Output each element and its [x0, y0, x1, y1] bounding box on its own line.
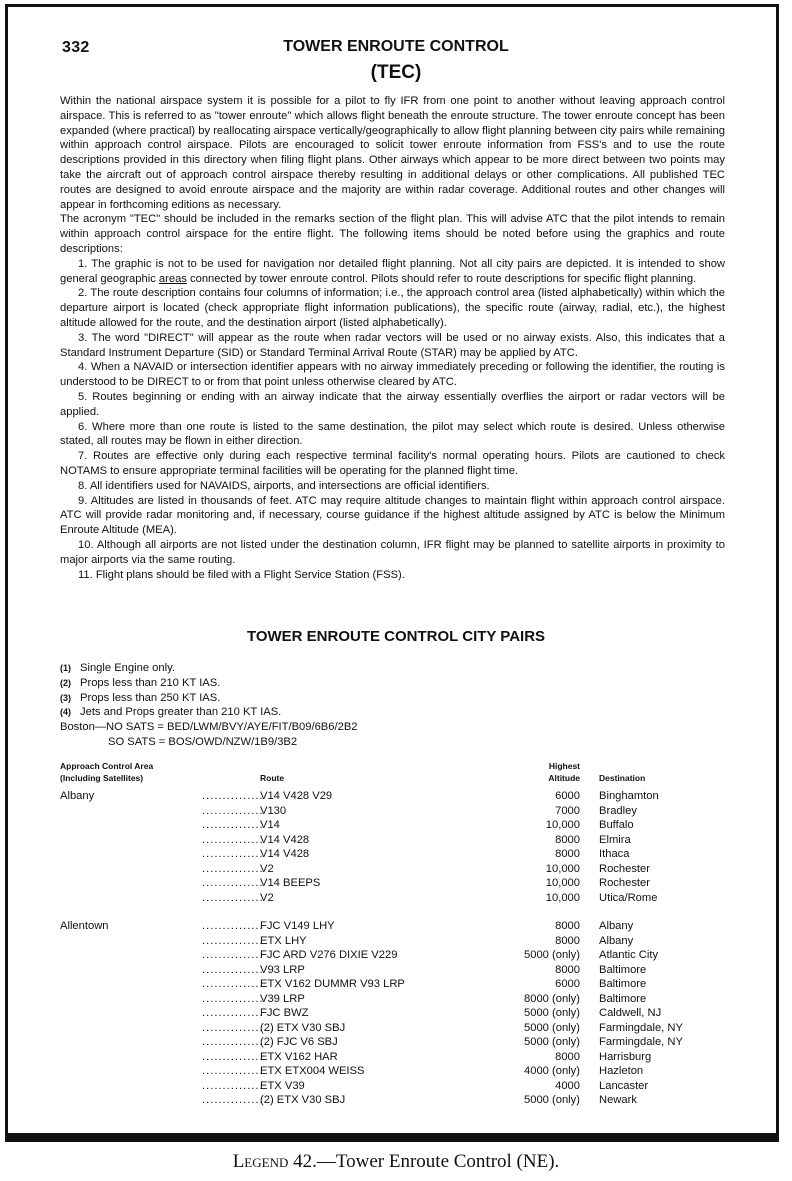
intro-text	[60, 94, 725, 582]
list-item: 8. All identifiers used for NAVAIDS, airports, and intersections are official identifiers.	[78, 479, 490, 492]
list-item: 6. Where more than one route is listed to the same destination, the pilot may select which route is desired. Unless otherwise stated, all routes may be flown in either direction.	[60, 420, 725, 448]
leader-dots: ...............	[202, 992, 264, 1005]
list-item: 3. The word "DIRECT" will appear as the route when radar vectors will be used or no airway exists. Also, this indicates that a Standard Instrument Departure (SID) or Standard Terminal Arrival Route (STAR) may be applied by ATC.	[60, 331, 725, 359]
leader-dots: ...............	[202, 804, 264, 817]
altitude-cell: 6000	[555, 790, 580, 802]
altitude-cell: 4000 (only)	[524, 1065, 580, 1077]
table-row	[60, 876, 680, 891]
altitude-cell: 8000	[555, 920, 580, 932]
table-row	[60, 862, 680, 877]
leader-dots: ...............	[202, 949, 264, 961]
leader-dots: ...............	[202, 833, 264, 846]
leader-dots: ...............	[202, 920, 264, 932]
altitude-cell: 6000	[555, 978, 580, 990]
list-item: 2. The route description contains four columns of information; i.e., the approach control area (listed alphabetically) within which the departure airport is located (check appropriate flight information publications), the specific route (airway, radial, etc.), the highest altitude allowed for the route, and the destination airport (listed alphabetically).	[60, 287, 725, 329]
header-area-line1: Approach Control Area	[60, 761, 154, 771]
altitude-cell: 8000	[555, 934, 580, 947]
leader-dots: ...............	[202, 891, 264, 904]
route-cell: ETX ETX004 WEISS	[260, 1065, 365, 1077]
intro-paragraph: Within the national airspace system it is possible for a pilot to fly IFR from one point to another without leaving approach control airspace. This is referred to as "tower enroute" which allows flight beneath the enroute structure. The tower enroute concept has been expanded (where practical) by reallocating airspace vertically/geographically to allow flight planning between city pairs while remaining within approach control airspace. Pilots are encouraged to solicit tower enroute information from FSS's and to use the route descriptions provided in this directory when filing flight plans. Other airways which appear to be more direct between two points may take the aircraft out of approach control airspace thereby resulting in additional delays or other complications. All published TEC routes are designed to avoid enroute airspace and the majority are within radar coverage. Additional routes and other changes will appear in forthcoming editions as necessary.	[60, 95, 725, 211]
altitude-cell: 5000 (only)	[524, 949, 580, 961]
header-altitude-line2: Altitude	[548, 773, 580, 783]
list-item: 1. The graphic is not to be used for navigation nor detailed flight planning. Not all city pairs are depicted. It is intended to show general geographic areas connected by tower enroute control. Pilots should refer to route descriptions for specific flight planning.	[60, 257, 725, 285]
destination-cell: Baltimore	[599, 992, 647, 1005]
city-pairs-heading: TOWER ENROUTE CONTROL CITY PAIRS	[246, 628, 546, 645]
list-item: 9. Altitudes are listed in thousands of feet. ATC may require altitude changes to maintain flight within approach control airspace. ATC will provide radar monitoring and, if necessary, course guidance if the highest altitude assigned by ATC is below the Minimum Enroute Altitude (MEA).	[60, 494, 725, 537]
route-cell: FJC V149 LHY	[260, 920, 335, 932]
table-row	[60, 891, 680, 906]
destination-cell: Binghamton	[599, 790, 659, 802]
table-row	[60, 1064, 680, 1079]
table-row	[60, 963, 680, 978]
table-row	[60, 1050, 680, 1065]
destination-cell: Rochester	[599, 877, 650, 889]
area-cell: Albany	[60, 790, 95, 802]
destination-cell: Baltimore	[599, 963, 647, 976]
leader-dots: ...............	[202, 963, 264, 976]
destination-cell: Bradley	[599, 804, 637, 817]
destination-cell: Utica/Rome	[599, 891, 658, 904]
leader-dots: ...............	[202, 819, 264, 831]
route-cell: V93 LRP	[260, 963, 305, 976]
route-cell: V14 BEEPS	[260, 877, 321, 889]
boston-sats-line: Boston—NO SATS = BED/LWM/BVY/AYE/FIT/B09/6B6/2B2	[60, 721, 358, 734]
table-row	[60, 1079, 680, 1094]
route-cell: ETX LHY	[260, 934, 307, 947]
destination-cell: Buffalo	[599, 819, 634, 831]
table-row	[60, 977, 680, 992]
route-cell: V14 V428 V29	[260, 790, 333, 802]
table-row	[60, 1093, 680, 1108]
leader-dots: ...............	[202, 848, 264, 860]
leader-dots: ...............	[202, 934, 264, 947]
leader-dots: ...............	[202, 1021, 264, 1034]
route-cell: ETX V162 DUMMR V93 LRP	[260, 978, 405, 990]
route-cell: (2) FJC V6 SBJ	[260, 1036, 338, 1048]
altitude-cell: 5000 (only)	[524, 1036, 580, 1048]
leader-dots: ...............	[202, 1050, 264, 1063]
figure-caption: Legend 42.—Tower Enroute Control (NE).	[232, 1151, 560, 1172]
route-cell: ETX V162 HAR	[260, 1050, 338, 1063]
destination-cell: Albany	[599, 920, 634, 932]
note-row: (1) Single Engine only.	[60, 662, 175, 674]
destination-cell: Elmira	[599, 833, 631, 846]
note-row: (4) Jets and Props greater than 210 KT IAS.	[60, 706, 282, 719]
altitude-cell: 10,000	[545, 862, 580, 875]
page-number: 332	[62, 39, 90, 56]
table-row	[60, 992, 680, 1007]
area-cell: Allentown	[60, 920, 109, 932]
allentown-group	[60, 919, 683, 1108]
header-destination: Destination	[599, 773, 646, 783]
altitude-cell: 10,000	[545, 891, 580, 904]
header-area-line2: (Including Satellites)	[60, 773, 144, 783]
altitude-cell: 5000 (only)	[524, 1021, 580, 1034]
boston-so-sats-line: SO SATS = BOS/OWD/NZW/1B9/3B2	[108, 735, 298, 748]
leader-dots: ...............	[202, 1065, 264, 1077]
destination-cell: Rochester	[599, 862, 650, 875]
page-title: TOWER ENROUTE CONTROL	[283, 38, 509, 55]
altitude-cell: 5000 (only)	[524, 1007, 580, 1019]
destination-cell: Farmingdale, NY	[599, 1036, 683, 1048]
notes-legend	[60, 661, 358, 750]
table-row	[60, 789, 680, 804]
route-cell: (2) ETX V30 SBJ	[260, 1094, 346, 1106]
note-row: (2) Props less than 210 KT IAS.	[60, 676, 221, 689]
route-cell: V2	[260, 862, 274, 875]
destination-cell: Baltimore	[599, 978, 647, 990]
table-row	[60, 818, 680, 833]
route-cell: V14 V428	[260, 833, 310, 846]
intro-paragraph: The acronym "TEC" should be included in the remarks section of the flight plan. This will advise ATC that the pilot intends to remain within approach control airspace for the entire flight. The following items should be noted before using the graphics and route descriptions:	[60, 213, 725, 255]
page-subtitle: (TEC)	[370, 62, 422, 83]
destination-cell: Atlantic City	[599, 949, 659, 961]
route-cell: V2	[260, 891, 274, 904]
destination-cell: Hazleton	[599, 1065, 644, 1077]
table-header	[60, 761, 680, 789]
table-row	[60, 1006, 680, 1021]
route-cell: FJC ARD V276 DIXIE V229	[260, 949, 398, 961]
altitude-cell: 8000	[555, 1050, 580, 1063]
table-row	[60, 948, 680, 963]
destination-cell: Ithaca	[599, 848, 630, 860]
table-row	[60, 847, 680, 862]
list-item: 7. Routes are effective only during each respective terminal facility's normal operating hours. Pilots are cautioned to check NOTAMS to ensure appropriate terminal facilities will be operating for the planned flight time.	[60, 450, 725, 477]
route-cell: V39 LRP	[260, 992, 305, 1005]
leader-dots: ...............	[202, 790, 264, 802]
route-cell: V130	[260, 804, 287, 817]
leader-dots: ...............	[202, 877, 264, 889]
leader-dots: ...............	[202, 978, 264, 990]
altitude-cell: 10,000	[545, 877, 580, 889]
destination-cell: Lancaster	[599, 1079, 649, 1092]
altitude-cell: 5000 (only)	[524, 1094, 580, 1106]
route-cell: FJC BWZ	[260, 1007, 309, 1019]
table-row	[60, 1021, 683, 1036]
list-item: 11. Flight plans should be filed with a Flight Service Station (FSS).	[78, 568, 405, 581]
table-row	[60, 919, 680, 934]
leader-dots: ...............	[202, 1079, 264, 1092]
leader-dots: ...............	[202, 1007, 264, 1019]
route-cell: V14	[260, 819, 280, 831]
list-item: 4. When a NAVAID or intersection identifier appears with no airway immediately preceding or following the identifier, the routing is understood to be DIRECT to or from that point unless otherwise cleared by ATC.	[60, 361, 725, 389]
leader-dots: ...............	[202, 1094, 264, 1106]
header-altitude-line1: Highest	[548, 761, 580, 771]
list-item: 5. Routes beginning or ending with an airway indicate that the airway essentially overflies the airport or radar vectors will be applied.	[60, 390, 725, 418]
destination-cell: Harrisburg	[599, 1050, 652, 1063]
altitude-cell: 8000 (only)	[524, 992, 580, 1005]
albany-group	[60, 789, 680, 905]
leader-dots: ...............	[202, 862, 264, 875]
table-row	[60, 804, 680, 819]
table-row	[60, 833, 680, 848]
route-cell: V14 V428	[260, 848, 310, 860]
header-route: Route	[260, 773, 285, 783]
route-cell: (2) ETX V30 SBJ	[260, 1021, 346, 1034]
altitude-cell: 8000	[555, 963, 580, 976]
altitude-cell: 7000	[555, 804, 580, 817]
table-row	[60, 934, 680, 949]
leader-dots: ...............	[202, 1036, 264, 1048]
destination-cell: Newark	[599, 1094, 637, 1106]
list-item: 10. Although all airports are not listed under the destination column, IFR flight may be planned to satellite airports in proximity to major airports via the same routing.	[60, 538, 725, 566]
altitude-cell: 8000	[555, 833, 580, 846]
altitude-cell: 10,000	[545, 819, 580, 831]
route-cell: ETX V39	[260, 1079, 305, 1092]
destination-cell: Caldwell, NJ	[599, 1007, 662, 1019]
city-pairs-table	[60, 761, 683, 1108]
destination-cell: Albany	[599, 934, 634, 947]
destination-cell: Farmingdale, NY	[599, 1021, 683, 1034]
note-row: (3) Props less than 250 KT IAS.	[60, 691, 221, 704]
altitude-cell: 8000	[555, 848, 580, 860]
table-row	[60, 1035, 683, 1050]
altitude-cell: 4000	[555, 1079, 580, 1092]
